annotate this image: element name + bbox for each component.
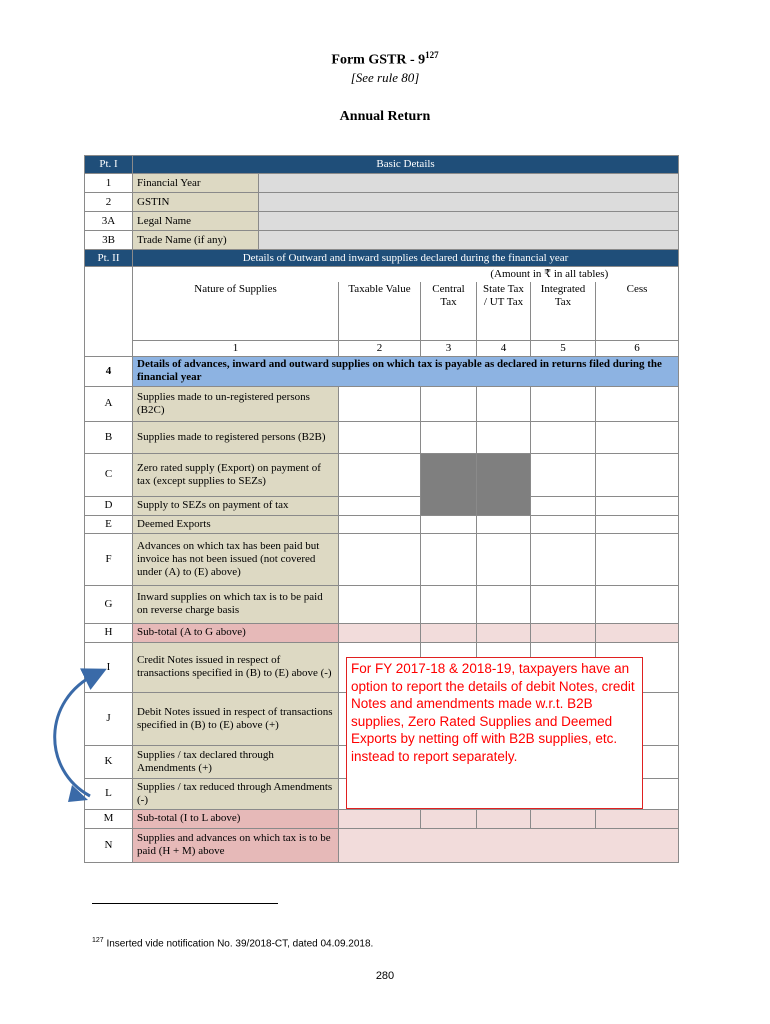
- input-cell[interactable]: [596, 515, 679, 533]
- subtotal-cell: [596, 809, 679, 828]
- input-cell[interactable]: [421, 533, 477, 585]
- row-number: 1: [85, 174, 133, 193]
- col-number: 3: [421, 340, 477, 356]
- input-cell[interactable]: [421, 585, 477, 623]
- footnote: $^{127}$ Inserted vide notification No. 39/2018-CT, dated 04.09.2018.: [92, 937, 374, 950]
- row-number: E: [85, 515, 133, 533]
- col-state-tax: State Tax / UT Tax: [477, 282, 531, 340]
- input-cell[interactable]: [596, 421, 679, 453]
- disabled-cell: [477, 453, 531, 515]
- blank-cell: [85, 267, 133, 357]
- subtotal-cell: [477, 623, 531, 642]
- input-cell[interactable]: [596, 496, 679, 515]
- table-row: [85, 453, 679, 496]
- basic-row: [85, 212, 679, 231]
- input-cell[interactable]: [421, 515, 477, 533]
- row-label: Legal Name: [133, 212, 259, 231]
- input-cell[interactable]: [531, 421, 596, 453]
- row-number: C: [85, 453, 133, 496]
- row-number: 3B: [85, 231, 133, 250]
- part1-code: Pt. I: [85, 156, 133, 174]
- row-label: Debit Notes issued in respect of transactions specified in (B) to (E) above (+): [133, 692, 339, 745]
- col-nature-of-supplies: Nature of Supplies: [133, 282, 339, 340]
- row-number: L: [85, 778, 133, 809]
- row-label: Sub-total (I to L above): [133, 809, 339, 828]
- col-number: 5: [531, 340, 596, 356]
- input-cell[interactable]: [339, 453, 421, 496]
- section4-title: Details of advances, inward and outward supplies on which tax is payable as declared in returns filed during the financial year: [133, 356, 679, 386]
- col-number: 2: [339, 340, 421, 356]
- row-label: Trade Name (if any): [133, 231, 259, 250]
- table-row: [85, 533, 679, 585]
- input-cell[interactable]: [339, 533, 421, 585]
- row-number: F: [85, 533, 133, 585]
- input-cell[interactable]: [531, 386, 596, 421]
- table-row: [85, 623, 679, 642]
- table-row: [85, 585, 679, 623]
- amount-note-row: [85, 267, 679, 283]
- row-number: A: [85, 386, 133, 421]
- financial-year-field[interactable]: [259, 174, 679, 193]
- row-number: G: [85, 585, 133, 623]
- subtotal-cell: [339, 623, 421, 642]
- form-subtitle: [See rule 80]: [350, 70, 420, 85]
- part2-title: Details of Outward and inward supplies declared during the financial year: [133, 250, 679, 267]
- row-number: J: [85, 692, 133, 745]
- disabled-cell: [421, 453, 477, 515]
- input-cell[interactable]: [596, 386, 679, 421]
- input-cell[interactable]: [531, 515, 596, 533]
- col-cess: Cess: [596, 282, 679, 340]
- section-number: 4: [85, 356, 133, 386]
- subtotal-cell: [477, 809, 531, 828]
- input-cell[interactable]: [477, 421, 531, 453]
- footnote-divider: [92, 903, 278, 904]
- input-cell[interactable]: [339, 421, 421, 453]
- input-cell[interactable]: [477, 515, 531, 533]
- trade-name-field[interactable]: [259, 231, 679, 250]
- row-label: GSTIN: [133, 193, 259, 212]
- input-cell[interactable]: [596, 585, 679, 623]
- row-number: 3A: [85, 212, 133, 231]
- input-cell[interactable]: [339, 585, 421, 623]
- table-row: [85, 421, 679, 453]
- row-label: Sub-total (A to G above): [133, 623, 339, 642]
- row-number: M: [85, 809, 133, 828]
- input-cell[interactable]: [596, 453, 679, 496]
- callout-note: For FY 2017-18 & 2018-19, taxpayers have an option to report the details of debit Notes, credit Notes and amendments made w.r.t. B2B supplies, Zero Rated Supplies and Deemed Exports by netting off with B2B supplies, etc. instead to report separately.: [346, 657, 643, 809]
- blank-cell: [133, 267, 421, 283]
- subtotal-cell: [596, 623, 679, 642]
- form-title: Form GSTR - $9^{127}$: [331, 50, 439, 68]
- form-heading: Annual Return: [339, 109, 431, 124]
- row-label: Deemed Exports: [133, 515, 339, 533]
- subtotal-cell: [339, 809, 421, 828]
- input-cell[interactable]: [421, 421, 477, 453]
- col-number: 6: [596, 340, 679, 356]
- col-central-tax: Central Tax: [421, 282, 477, 340]
- subtotal-cell: [421, 623, 477, 642]
- input-cell[interactable]: [596, 533, 679, 585]
- row-label: Inward supplies on which tax is to be paid on reverse charge basis: [133, 585, 339, 623]
- total-cell: [339, 828, 679, 862]
- input-cell[interactable]: [339, 515, 421, 533]
- basic-row: [85, 174, 679, 193]
- row-number: B: [85, 421, 133, 453]
- part1-title: Basic Details: [133, 156, 679, 174]
- gstin-field[interactable]: [259, 193, 679, 212]
- input-cell[interactable]: [531, 496, 596, 515]
- section4-header: [85, 356, 679, 386]
- table-row: [85, 515, 679, 533]
- row-label: Advances on which tax has been paid but invoice has not been issued (not covered under (A) to (E) above): [133, 533, 339, 585]
- input-cell[interactable]: [477, 386, 531, 421]
- table-row: [85, 386, 679, 421]
- input-cell[interactable]: [477, 533, 531, 585]
- column-number-row: [85, 340, 679, 356]
- input-cell[interactable]: [477, 585, 531, 623]
- input-cell[interactable]: [531, 533, 596, 585]
- table-row: [85, 828, 679, 862]
- input-cell[interactable]: [421, 386, 477, 421]
- amount-note: (Amount in ₹ in all tables): [421, 267, 679, 283]
- basic-row: [85, 193, 679, 212]
- part2-code: Pt. II: [85, 250, 133, 267]
- row-label: Credit Notes issued in respect of transactions specified in (B) to (E) above (-): [133, 642, 339, 692]
- col-taxable-value: Taxable Value: [339, 282, 421, 340]
- col-number: 1: [133, 340, 339, 356]
- column-header-row: [85, 282, 679, 340]
- part2-header: [85, 250, 679, 267]
- row-label: Financial Year: [133, 174, 259, 193]
- input-cell[interactable]: [339, 386, 421, 421]
- input-cell[interactable]: [531, 453, 596, 496]
- basic-row: [85, 231, 679, 250]
- subtotal-cell: [531, 623, 596, 642]
- part1-header: [85, 156, 679, 174]
- col-number: 4: [477, 340, 531, 356]
- input-cell[interactable]: [531, 585, 596, 623]
- curved-arrow-icon: [50, 660, 110, 810]
- row-label: Supplies made to registered persons (B2B): [133, 421, 339, 453]
- row-number: H: [85, 623, 133, 642]
- row-label: Zero rated supply (Export) on payment of tax (except supplies to SEZs): [133, 453, 339, 496]
- row-number: I: [85, 642, 133, 692]
- row-label: Supply to SEZs on payment of tax: [133, 496, 339, 515]
- row-label: Supplies / tax reduced through Amendments (-): [133, 778, 339, 809]
- row-number: K: [85, 745, 133, 778]
- row-label: Supplies made to un-registered persons (B2C): [133, 386, 339, 421]
- legal-name-field[interactable]: [259, 212, 679, 231]
- row-label: Supplies and advances on which tax is to be paid (H + M) above: [133, 828, 339, 862]
- input-cell[interactable]: [339, 496, 421, 515]
- row-number: N: [85, 828, 133, 862]
- row-number: 2: [85, 193, 133, 212]
- table-row: [85, 496, 679, 515]
- row-number: D: [85, 496, 133, 515]
- row-label: Supplies / tax declared through Amendments (+): [133, 745, 339, 778]
- col-integrated-tax: Integrated Tax: [531, 282, 596, 340]
- subtotal-cell: [421, 809, 477, 828]
- subtotal-cell: [531, 809, 596, 828]
- table-row: [85, 809, 679, 828]
- page-number: 280: [375, 970, 395, 982]
